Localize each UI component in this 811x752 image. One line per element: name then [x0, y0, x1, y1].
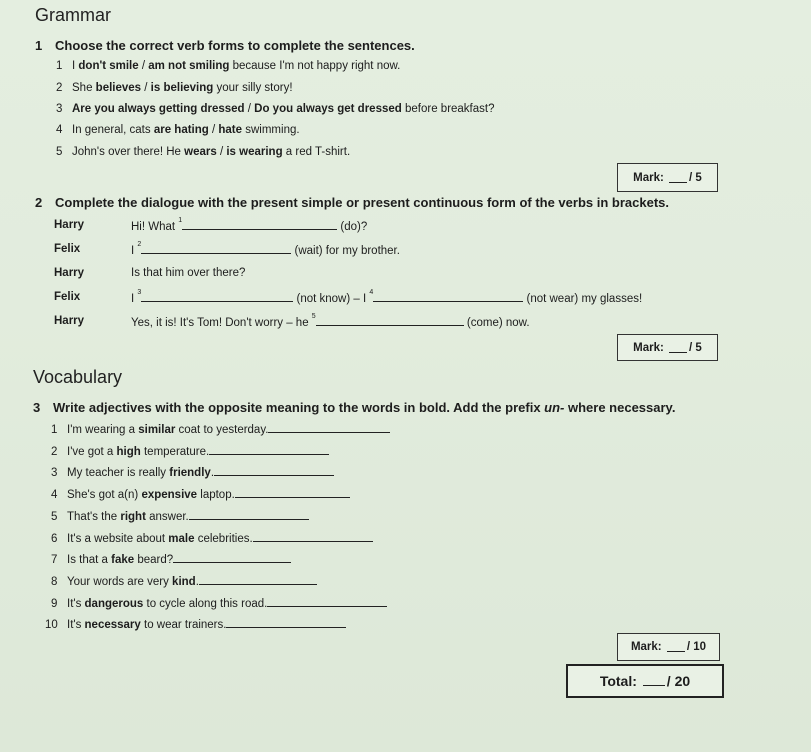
answer-blank[interactable] — [189, 509, 309, 520]
q3-item: 9 It's dangerous to cycle along this road. — [51, 596, 387, 610]
answer-blank[interactable] — [267, 596, 387, 607]
verb-option[interactable]: believes — [95, 82, 142, 94]
q1-item: 3 Are you always getting dressed / Do you always get dressed before breakfast? — [56, 103, 495, 115]
q3-item: 6 It's a website about male celebrities. — [51, 531, 373, 545]
total-box: Total: / 20 — [566, 664, 724, 698]
dialogue-line-1: Hi! What $^1$ (do)? — [131, 217, 368, 233]
vocabulary-title: Vocabulary — [33, 367, 123, 387]
q1-mark-blank[interactable] — [669, 173, 687, 183]
dialogue-speaker: Harry — [54, 219, 85, 231]
q2-mark-box: Mark: / 5 — [617, 334, 718, 361]
grammar-title: Grammar — [35, 5, 111, 25]
verb-option[interactable]: is wearing — [226, 146, 283, 158]
dialogue-line-4: I $^3$ (not know) – I $^4$ (not wear) my glasses! — [131, 289, 643, 305]
verb-option[interactable]: wears — [184, 146, 217, 158]
dialogue-line-2: I $^2$ (wait) for my brother. — [131, 241, 400, 257]
q1-item: 2 She believes / is believing your silly story! — [56, 82, 293, 94]
answer-blank-4[interactable] — [373, 291, 523, 302]
q1-item: 1 I don't smile / am not smiling because I'm not happy right now. — [56, 60, 401, 72]
q3-mark-blank[interactable] — [667, 642, 685, 652]
verb-option[interactable]: don't smile — [78, 60, 139, 72]
q3-item: 7 Is that a fake beard? — [51, 552, 291, 566]
q3-item: 4 She's got a(n) expensive laptop. — [51, 487, 350, 501]
dialogue-speaker: Felix — [54, 291, 81, 303]
verb-option[interactable]: Are you always getting dressed — [72, 103, 245, 115]
q2-mark-blank[interactable] — [669, 343, 687, 353]
q3-item: 8 Your words are very kind. — [51, 574, 317, 588]
verb-option[interactable]: are hating — [153, 124, 209, 136]
q3-item: 3 My teacher is really friendly. — [51, 465, 334, 479]
verb-option[interactable]: hate — [218, 124, 243, 136]
q3-item: 1 I'm wearing a similar coat to yesterday. — [51, 422, 390, 436]
q3-heading: 3 Write adjectives with the opposite meaning to the words in bold. Add the prefix un- where necessary. — [33, 400, 676, 415]
q2-heading: 2 Complete the dialogue with the present simple or present continuous form of the verbs in brackets. — [35, 195, 669, 210]
verb-option[interactable]: Do you always get dressed — [254, 103, 402, 115]
answer-blank[interactable] — [235, 487, 350, 498]
verb-option[interactable]: am not smiling — [148, 60, 230, 72]
q3-item: 5 That's the right answer. — [51, 509, 309, 523]
answer-blank-5[interactable] — [316, 315, 464, 326]
dialogue-line-3: Is that him over there? — [131, 267, 246, 279]
dialogue-line-5: Yes, it is! It's Tom! Don't worry – he $^5$ (come) now. — [131, 313, 530, 329]
q1-heading: 1 Choose the correct verb forms to complete the sentences. — [35, 38, 415, 53]
q1-mark-box: Mark: / 5 — [617, 163, 718, 192]
answer-blank[interactable] — [253, 531, 373, 542]
answer-blank[interactable] — [268, 422, 390, 433]
verb-option[interactable]: is believing — [150, 82, 214, 94]
q1-item: 4 In general, cats are hating / hate swimming. — [56, 124, 300, 136]
q3-mark-box: Mark: / 10 — [617, 633, 720, 661]
answer-blank[interactable] — [209, 444, 329, 455]
dialogue-speaker: Harry — [54, 267, 85, 279]
answer-blank-1[interactable] — [182, 219, 337, 230]
q3-item: 10 It's necessary to wear trainers. — [45, 617, 346, 631]
q1-item: 5 John's over there! He wears / is wearing a red T-shirt. — [56, 146, 351, 158]
answer-blank[interactable] — [226, 617, 346, 628]
dialogue-speaker: Felix — [54, 243, 81, 255]
answer-blank[interactable] — [214, 465, 334, 476]
answer-blank[interactable] — [173, 552, 291, 563]
answer-blank[interactable] — [199, 574, 317, 585]
q3-item: 2 I've got a high temperature. — [51, 444, 329, 458]
answer-blank-3[interactable] — [141, 291, 293, 302]
dialogue-speaker: Harry — [54, 315, 85, 327]
total-blank[interactable] — [643, 676, 665, 686]
answer-blank-2[interactable] — [141, 243, 291, 254]
